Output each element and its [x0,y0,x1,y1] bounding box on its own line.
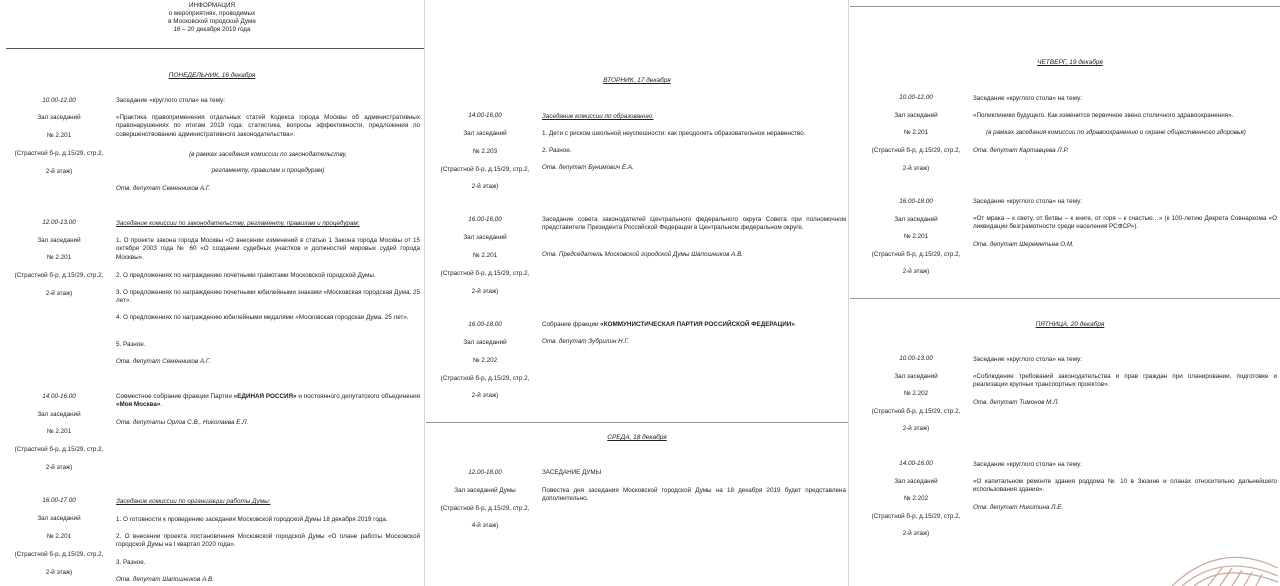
event-note: (в рамках заседания комиссии по здравоохранению и охране общественного здоровья) [986,129,1246,136]
room-floor: 2-й этаж) [45,464,73,471]
agenda-item: 4. О предложениях по награждению юбилейными медалями «Московская городская Дума. 25 лет». [116,314,409,321]
room-floor: 2-й этаж) [902,268,930,275]
room-floor: 2-й этаж) [471,392,499,399]
divider [426,422,848,423]
room-address: (Страстной б-р, д.15/29, стр.2, [14,551,104,558]
room-floor: 2-й этаж) [902,530,930,537]
room-label: Зал заседаний [463,339,507,346]
event-topic: «О капитальном ремонте здания роддома № 10 в Зюзине и планах относительно дальнейшего использования здания». [973,478,1277,494]
divider [850,6,1280,7]
room-number: № 2.201 [903,233,929,240]
event-time: 10.00-13.00 [899,355,933,362]
responsible: Отв. депутат Никитина Л.Е. [973,504,1064,511]
room-label: Зал заседаний [37,515,81,522]
day-heading-thursday: ЧЕТВЕРГ, 19 декабря [1037,59,1103,66]
agenda-item: 2. О предложениях по награждению почетными грамотами Московской городской Думы. [116,272,376,279]
event-heading: Заседание «круглого стола» на тему: [973,95,1082,102]
room-address: (Страстной б-р, д.15/29, стр.2, [440,505,530,512]
column-separator [424,0,425,586]
agenda-item: 1. О проекте закона города Москвы «О внесении изменений в статью 1 Закона города Москвы от 15 октября 2003 года № 60 «О создании судебных участков и должностей мировых судей города Москвы». [116,237,420,261]
doc-title: ИНФОРМАЦИЯ [188,2,236,9]
event-time: 12.00-18.00 [468,469,502,476]
responsible: Отв. депутат Семенников А.Г. [116,358,211,365]
room-address: (Страстной б-р, д.15/29, стр.2, [14,446,104,453]
room-number: № 2.202 [472,357,498,364]
event-time: 10.00-12.00 [899,94,933,101]
event-heading: ЗАСЕДАНИЕ ДУМЫ [542,469,602,476]
event-time: 14.00-16.00 [468,112,502,119]
event-topic: «Поликлиники будущего. Как изменится первичное звено столичного здравоохранения». [973,112,1234,119]
room-label: Зал заседаний [894,112,938,119]
day-heading-monday: ПОНЕДЕЛЬНИК, 16 декабря [168,72,256,79]
room-address: (Страстной б-р, д.15/29, стр.2, [871,513,961,520]
page-column-1 [0,0,424,586]
room-number: № 2.202 [903,390,929,397]
room-label: Зал заседаний [463,234,507,241]
event-heading: Заседание комиссии по образованию: [542,113,654,120]
event-description: Совместное собрание фракции Партии «ЕДИНАЯ РОССИЯ» и постоянного депутатского объединения «Моя Москва». [116,393,421,409]
event-note: регламенту, правилам и процедурам) [211,167,325,174]
event-topic: «Практика правоприменения отдельных статей Кодекса города Москвы об административных правонарушениях по итогам 2019 года: статистика, вопросы эффективности, предложения по совершенствованию административного законодательства». [116,114,420,138]
responsible: Отв. депутат Картавцева Л.Р. [973,147,1069,154]
room-number: № 2.201 [46,533,72,540]
responsible: Отв. депутаты Орлов С.В., Николаева Е.Л. [116,419,249,426]
room-number: № 2.202 [903,495,929,502]
room-number: № 2.201 [46,254,72,261]
room-label: Зал заседаний [463,130,507,137]
doc-dates: 16 – 20 декабря 2019 года [173,26,251,33]
agenda-item: 1. Дети с риском школьной неуспешности: как преодолеть образовательное неравенство. [542,130,806,137]
doc-subtitle-1: о мероприятиях, проводимых [168,10,256,17]
event-heading: Заседание «круглого стола» на тему: [116,97,225,104]
room-floor: 4-й этаж) [471,522,499,529]
page-column-2 [426,0,848,586]
event-time: 10.00-12.00 [42,97,76,104]
event-time: 16.00-17.00 [42,497,76,504]
event-time: 12.00-13.00 [42,219,76,226]
room-floor: 2-й этаж) [902,165,930,172]
room-floor: 2-й этаж) [45,569,73,576]
room-address: (Страстной б-р, д.15/29, стр.2, [871,251,961,258]
event-time: 14.00-16.00 [42,393,76,400]
divider [6,48,424,49]
room-label: Зал заседаний [894,216,938,223]
room-label: Зал заседаний [37,114,81,121]
event-heading: Заседание комиссии по законодательству, регламенту, правилам и процедурам: [116,220,360,227]
agenda-item: 1. О готовности к проведению заседания Московской городской Думы 18 декабря 2019 года. [116,516,388,523]
room-floor: 2-й этаж) [471,183,499,190]
event-heading: Заседание комиссии по организации работы Думы: [116,498,271,505]
room-number: № 2.201 [46,428,72,435]
responsible: Отв. депутат Тимонов М.Л. [973,399,1060,406]
room-address: (Страстной б-р, д.15/29, стр.2, [14,150,104,157]
responsible: Отв. депутат Зубрилин Н.Г. [542,338,630,345]
room-address: (Страстной б-р, д.15/29, стр.2, [871,147,961,154]
room-number: № 2.201 [472,252,498,259]
responsible: Отв. Председатель Московской городской Думы Шапошников А.В. [542,251,744,258]
room-label: Зал заседаний [894,478,938,485]
room-floor: 2-й этаж) [471,288,499,295]
room-label: Зал заседаний [37,411,81,418]
responsible: Отв. депутат Шапошников А.В. [116,576,214,583]
agenda-item: 2. О внесении проекта постановления Московской городской Думы «О плане работы Московской городской Думы на I квартал 2020 года». [116,533,420,549]
event-description: Собрание фракции «КОММУНИСТИЧЕСКАЯ ПАРТИЯ РОССИЙСКОЙ ФЕДЕРАЦИИ». [542,321,797,328]
column-separator [848,0,849,586]
event-topic: «От мрака – к свету, от битвы – к книге, от горя – к счастью…» (к 100-летию Декрета Совнаркома «О ликвидации безграмотности среди населения РСФСР»). [973,215,1277,231]
responsible: Отв. депутат Бунимович Е.А. [542,164,634,171]
room-address: (Страстной б-р, д.15/29, стр.2, [440,270,530,277]
day-heading-friday: ПЯТНИЦА, 20 декабря [1035,321,1105,328]
room-label: Зал заседаний [37,237,81,244]
event-heading: Заседание «круглого стола» на тему: [973,461,1082,468]
room-address: (Страстной б-р, д.15/29, стр.2, [440,375,530,382]
event-heading: Заседание «круглого стола» на тему: [973,356,1082,363]
event-time: 16.00-16.00 [468,216,502,223]
room-address: (Страстной б-р, д.15/29, стр.2, [440,166,530,173]
agenda-item: 2. Разное. [542,147,572,154]
day-heading-wednesday: СРЕДА, 18 декабря [607,434,667,441]
event-time: 16.00-18.00 [899,198,933,205]
event-topic: «Соблюдение требований законодательства и прав граждан при планировании, подготовке и реализации крупных транспортных проектов». [973,373,1277,389]
agenda-item: 3. О предложениях по награждению почетными юбилейными знаками «Московская городская Дума. 25 лет». [116,289,420,305]
room-label: Зал заседаний Думы [454,487,516,494]
responsible: Отв. депутат Семенников А.Г. [116,185,211,192]
room-label: Зал заседаний [894,373,938,380]
room-number: № 2.201 [46,132,72,139]
room-number: № 2.203 [472,148,498,155]
room-floor: 2-й этаж) [45,290,73,297]
event-note: (в рамках заседания комиссии по законодательству, [188,151,348,158]
room-address: (Страстной б-р, д.15/29, стр.2, [14,272,104,279]
divider [850,298,1280,299]
room-number: № 2.201 [903,129,929,136]
page-column-3 [850,0,1280,586]
duma-building-watermark-icon [1160,546,1280,586]
event-description: Заседание совета законодателей Центрального федерального округа Совета при полномочном представителе Президента Российской Федерации в Центральном федеральном округе. [542,216,846,232]
agenda-item: 3. Разное. [116,559,146,566]
event-heading: Заседание «круглого стола» на тему: [973,198,1082,205]
room-address: (Страстной б-р, д.15/29, стр.2, [871,408,961,415]
room-floor: 2-й этаж) [902,425,930,432]
event-time: 16.00-18.00 [468,321,502,328]
room-floor: 2-й этаж) [45,168,73,175]
event-time: 14.00-16.00 [899,460,933,467]
agenda-item: 5. Разное. [116,341,146,348]
doc-subtitle-2: в Московской городской Думе [168,18,256,25]
event-description: Повестка дня заседания Московской городской Думы на 18 декабря 2019 будет представлена дополнительно. [542,487,846,503]
day-heading-tuesday: ВТОРНИК, 17 декабря [603,77,671,84]
responsible: Отв. депутат Шереметьев О.М. [973,241,1074,248]
